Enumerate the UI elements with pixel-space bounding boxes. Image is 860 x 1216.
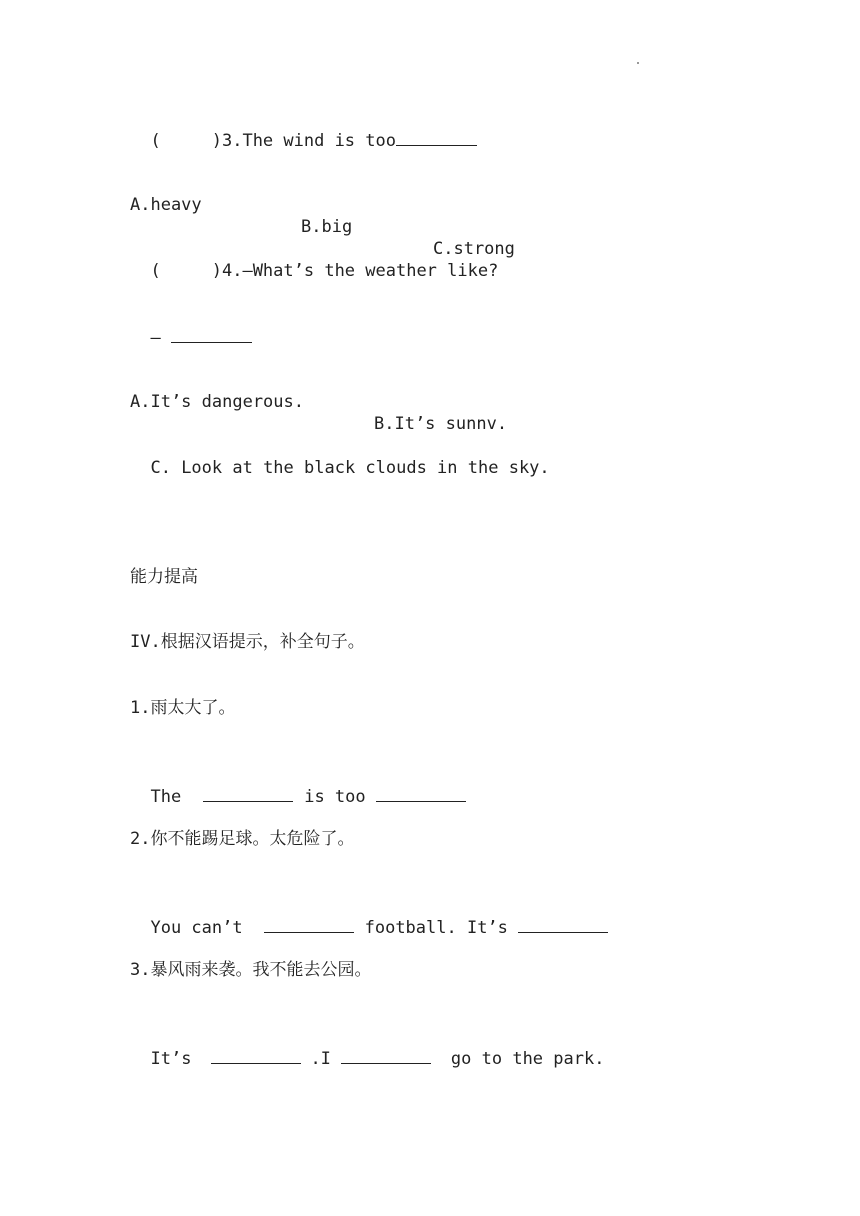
sentence-text: It’s xyxy=(150,1049,192,1069)
option-b: B.big xyxy=(301,217,353,237)
question-stem: —What’s the weather like? xyxy=(242,261,499,281)
question-4-answer-line xyxy=(130,304,252,349)
item-2-sentence xyxy=(130,894,608,939)
item-3-prompt: 3.暴风雨来袭。我不能去公园。 xyxy=(130,960,372,980)
answer-blank[interactable] xyxy=(341,1047,431,1064)
answer-dash: — xyxy=(150,328,161,348)
question-number: )3. xyxy=(211,131,243,151)
item-3-sentence xyxy=(130,1025,604,1070)
sentence-text: .I xyxy=(310,1049,331,1069)
question-3-options xyxy=(130,172,730,259)
item-1-sentence xyxy=(130,763,466,808)
question-4-option-c xyxy=(130,435,550,479)
section-heading: 能力提高 xyxy=(130,567,198,587)
answer-blank[interactable] xyxy=(376,785,466,802)
answer-paren-open: ( xyxy=(150,131,161,151)
question-4-options-ab xyxy=(130,369,730,434)
option-b: B.It’s sunnv. xyxy=(374,414,508,434)
answer-blank[interactable] xyxy=(396,129,477,146)
option-c: C. Look at the black clouds in the sky. xyxy=(150,458,550,478)
answer-blank[interactable] xyxy=(518,916,608,933)
section-instruction: IV.根据汉语提示，补全句子。 xyxy=(130,632,365,652)
sentence-text: go to the park. xyxy=(450,1049,605,1069)
sentence-text: You can’t xyxy=(150,918,243,938)
sentence-text: The xyxy=(150,787,182,807)
answer-paren-open: ( xyxy=(150,261,161,281)
stray-dot xyxy=(637,62,639,64)
answer-blank[interactable] xyxy=(211,1047,301,1064)
option-a: A.heavy xyxy=(130,195,202,215)
option-c: C.strong xyxy=(433,239,515,259)
question-stem: The wind is too xyxy=(242,131,396,151)
answer-blank[interactable] xyxy=(171,326,252,343)
answer-blank[interactable] xyxy=(203,785,293,802)
question-4 xyxy=(130,238,498,282)
sentence-text: football. It’s xyxy=(364,918,508,938)
item-1-prompt: 1.雨太大了。 xyxy=(130,698,236,718)
answer-blank[interactable] xyxy=(264,916,354,933)
sentence-text: is too xyxy=(304,787,366,807)
item-2-prompt: 2.你不能踢足球。太危险了。 xyxy=(130,829,355,849)
question-number: )4. xyxy=(211,261,243,281)
question-3 xyxy=(130,107,477,152)
option-a: A.It’s dangerous. xyxy=(130,392,304,412)
